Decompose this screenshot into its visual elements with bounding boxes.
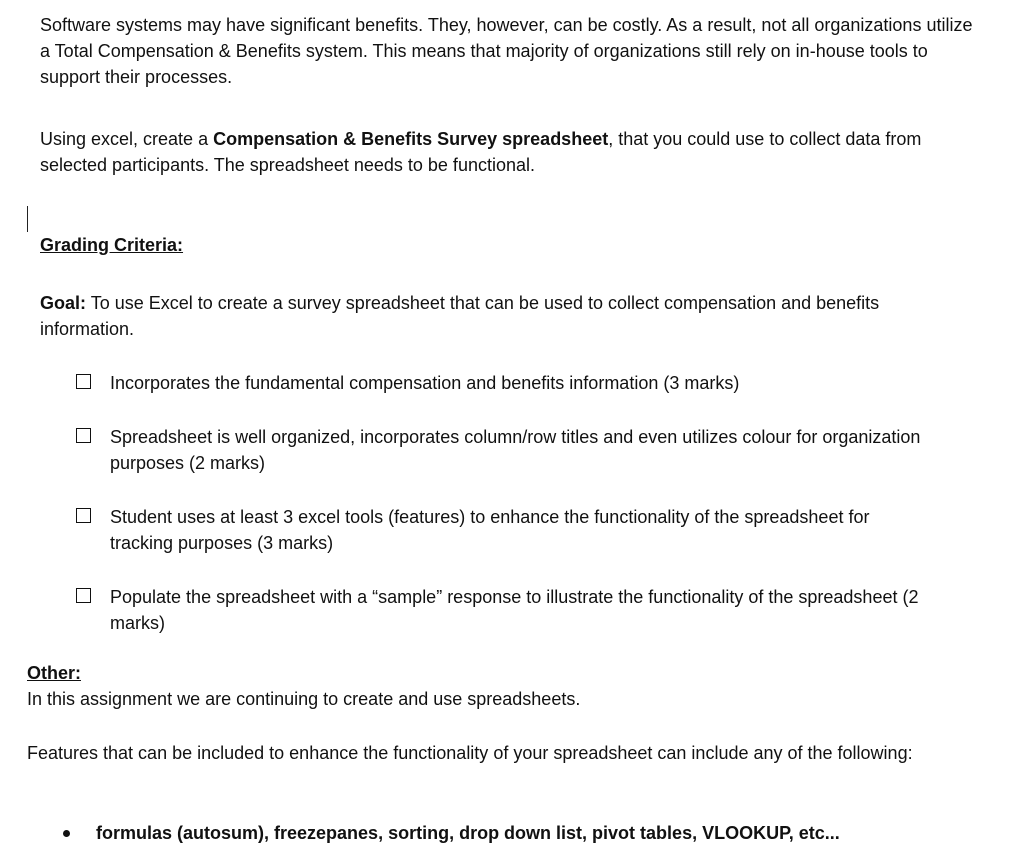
other-heading: Other: [27,663,81,683]
task-prefix: Using excel, create a [40,129,214,149]
grading-criteria-heading: Grading Criteria: [40,235,184,255]
goal-paragraph [40,290,940,342]
criteria-checklist [76,370,936,636]
intro-paragraph: Software systems may have significant benefits. They, however, can be costly. As a result, not all organizations utilize a Total Compensation & Benefits system. This means that majority of organizations still rely on in-house tools to support their processes. [40,15,973,87]
goal-text: To use Excel to create a survey spreadsheet that can be used to collect compensation and benefits information. [40,293,880,339]
criterion-item [76,370,936,396]
criterion-item [76,504,936,556]
feature-text: formulas (autosum), freezepanes, sorting, drop down list, pivot tables, VLOOKUP, etc... [96,823,840,843]
checkbox-icon[interactable] [76,508,91,523]
criterion-text: Spreadsheet is well organized, incorporates column/row titles and even utilizes colour for organization purposes (2 marks) [110,427,921,473]
text-cursor [27,206,28,232]
task-suffix: , that you could use to collect data from selected participants. The spreadsheet needs to be functional. [40,129,922,175]
checkbox-icon[interactable] [76,588,91,603]
features-list [60,820,840,846]
criterion-text: Student uses at least 3 excel tools (features) to enhance the functionality of the spreadsheet for tracking purposes (3 marks) [110,507,870,553]
criterion-item [76,424,936,476]
goal-label: Goal: [40,293,87,313]
criterion-text: Incorporates the fundamental compensation and benefits information (3 marks) [110,373,740,393]
task-paragraph [40,126,980,178]
feature-list-item [60,820,840,846]
checkbox-icon[interactable] [76,374,91,389]
bullet-icon [63,830,70,837]
task-bold-title: Compensation & Benefits Survey spreadsheet [213,129,609,149]
criterion-item [76,584,936,636]
checkbox-icon[interactable] [76,428,91,443]
other-paragraph: In this assignment we are continuing to create and use spreadsheets. [27,689,581,709]
criterion-text: Populate the spreadsheet with a “sample” response to illustrate the functionality of the spreadsheet (2 marks) [110,587,919,633]
features-intro-paragraph: Features that can be included to enhance the functionality of your spreadsheet can include any of the following: [27,743,913,763]
